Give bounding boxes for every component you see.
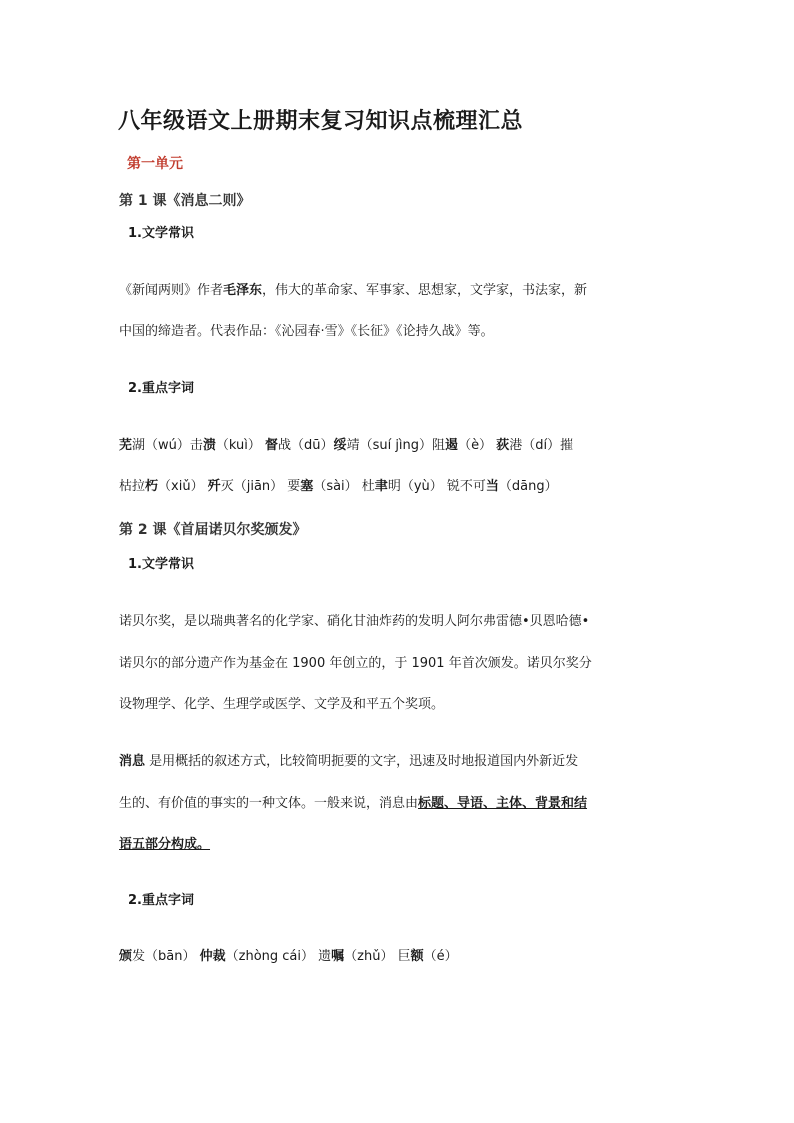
key-character: 溃 xyxy=(202,438,216,453)
key-character: 仲裁 xyxy=(199,949,226,964)
lesson2-vocab-line xyxy=(119,945,458,964)
term-bold: 消息 xyxy=(119,754,146,769)
vocab-text: 靖（suí jìng）阻 xyxy=(346,438,446,453)
key-character: 绥 xyxy=(333,438,347,453)
key-character: 朽 xyxy=(145,479,159,494)
lesson2-para2-line1 xyxy=(119,750,679,769)
lesson2-para1-line2: 诺贝尔的部分遗产作为基金在 1900 年创立的，于 1901 年首次颁发。诺贝尔奖分 xyxy=(119,656,592,671)
lesson2-heading: 第 2 课《首届诺贝尔奖颁发》 xyxy=(119,522,307,538)
key-character: 当 xyxy=(485,479,499,494)
key-character: 聿 xyxy=(374,479,388,494)
lesson2-para2-line2 xyxy=(119,792,679,811)
lesson1-heading: 第 1 课《消息二则》 xyxy=(119,193,251,209)
text-span: 生的、有价值的事实的一种文体。一般来说，消息由 xyxy=(119,796,419,811)
lesson1-vocab-line1 xyxy=(119,434,573,453)
key-character: 荻 xyxy=(496,438,510,453)
lesson1-literature-line1 xyxy=(119,279,679,298)
lesson2-literature-heading: 1.文学常识 xyxy=(128,557,194,572)
vocab-text: 枯拉 xyxy=(119,479,146,494)
key-character: 嘱 xyxy=(331,949,345,964)
key-character: 遏 xyxy=(445,438,459,453)
vocab-text: 发（bān） xyxy=(132,949,200,964)
vocab-text: （è） xyxy=(458,438,497,453)
underlined-term: 标题、导语、主体、背景和结 xyxy=(418,796,588,811)
lesson1-literature-heading: 1.文学常识 xyxy=(128,226,194,241)
lesson2-para2-line3 xyxy=(119,833,679,852)
vocab-text: （zhòng cái） 遗 xyxy=(225,949,332,964)
key-character: 塞 xyxy=(300,479,314,494)
vocab-text: 战（dū） xyxy=(278,438,334,453)
lesson1-vocab-heading: 2.重点字词 xyxy=(128,381,194,396)
lesson2-vocab-heading: 2.重点字词 xyxy=(128,893,194,908)
lesson1-literature-line2: 中国的缔造者。代表作品：《沁园春·雪》《长征》《论持久战》等。 xyxy=(119,324,494,339)
key-character: 歼 xyxy=(207,479,221,494)
vocab-text: （xiǔ） xyxy=(158,479,208,494)
key-character: 督 xyxy=(265,438,279,453)
text-span: 是用概括的叙述方式，比较简明扼要的文字，迅速及时地报道国内外新近发 xyxy=(145,754,579,769)
vocab-text: 明（yù） 锐不可 xyxy=(387,479,486,494)
unit-heading: 第一单元 xyxy=(127,156,183,172)
text-span: ，伟大的革命家、军事家、思想家，文学家，书法家，新 xyxy=(262,283,588,298)
key-character: 额 xyxy=(410,949,424,964)
key-character: 芜 xyxy=(119,438,133,453)
vocab-text: （sài） 杜 xyxy=(313,479,375,494)
author-name: 毛泽东 xyxy=(223,283,263,298)
vocab-text: （é） xyxy=(423,949,458,964)
vocab-text: （zhǔ） 巨 xyxy=(344,949,411,964)
text-span: 《新闻两则》作者 xyxy=(119,283,224,298)
lesson1-vocab-line2 xyxy=(119,475,558,494)
vocab-text: 港（dí）摧 xyxy=(509,438,574,453)
key-character: 颁 xyxy=(119,949,133,964)
lesson2-para1-line3: 设物理学、化学、生理学或医学、文学及和平五个奖项。 xyxy=(119,697,445,712)
vocab-text: （dāng） xyxy=(498,479,558,494)
vocab-text: （kuì） xyxy=(215,438,266,453)
underlined-term: 语五部分构成。 xyxy=(119,837,211,852)
lesson2-para1-line1: 诺贝尔奖，是以瑞典著名的化学家、硝化甘油炸药的发明人阿尔弗雷德•贝恩哈德• xyxy=(119,614,590,629)
vocab-text: 湖（wú）击 xyxy=(132,438,203,453)
vocab-text: 灭（jiān） 要 xyxy=(220,479,301,494)
page-title: 八年级语文上册期末复习知识点梳理汇总 xyxy=(118,109,524,134)
